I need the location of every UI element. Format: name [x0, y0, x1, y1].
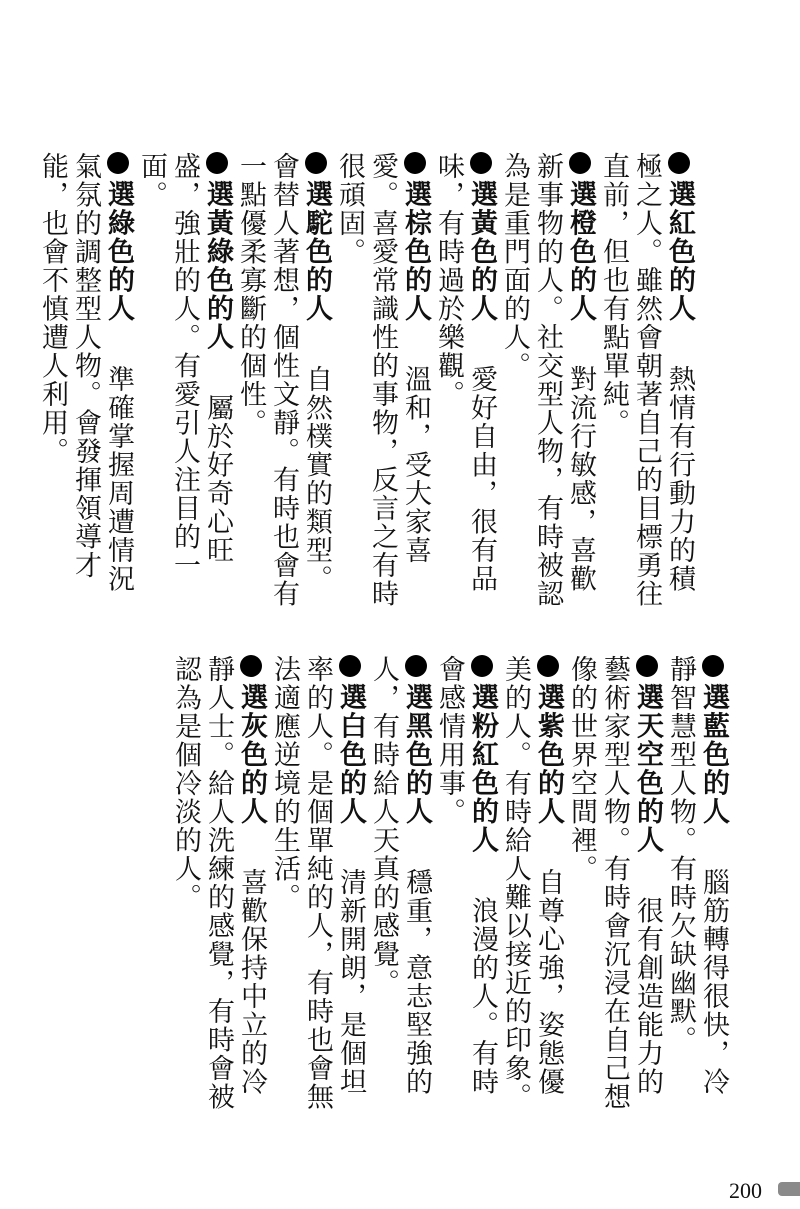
entry-text: 屬於好奇心旺盛，強壯的人。有愛引人注目的一面。: [136, 152, 233, 580]
bullet-icon: [569, 152, 591, 174]
entry-label: 選棕色的人: [400, 180, 431, 323]
entry-text: 準確掌握周遭情況氣氛的調整型人物。會發揮領導才能，也會不慎遭人利用。: [37, 152, 134, 593]
entry-label: 選天空色的人: [632, 683, 663, 854]
bullet-icon: [471, 655, 493, 677]
entry-orange: [498, 152, 597, 612]
entry-brown: [333, 152, 432, 612]
entry-yellow-green: [135, 152, 234, 612]
entry-label: 選紅色的人: [664, 180, 695, 323]
entry-red: [597, 152, 696, 612]
entry-label: 選粉紅色的人: [467, 683, 498, 854]
entry-text: 喜歡保持中立的冷靜人士。給人洗練的感覺，有時會被認為是個冷淡的人。: [170, 655, 267, 1111]
entry-green: [36, 152, 135, 612]
bullet-icon: [636, 655, 658, 677]
entry-label: 選綠色的人: [103, 180, 134, 323]
page-edge-tab: [778, 1182, 800, 1196]
entry-text: 很有創造能力的藝術家型人物。有時會沉浸在自己想像的世界空間裡。: [566, 655, 663, 1111]
entry-yellow: [432, 152, 498, 612]
entry-label: 選黑色的人: [401, 683, 432, 826]
bullet-icon: [470, 152, 492, 174]
entry-camel: [234, 152, 333, 612]
entry-label: 選黃綠色的人: [202, 180, 233, 351]
entry-blue: [664, 655, 730, 1115]
bullet-icon: [537, 655, 559, 677]
bullet-icon: [405, 655, 427, 677]
entry-sky-blue: [565, 655, 664, 1115]
entry-text: 浪漫的人。有時會感情用事。: [434, 655, 498, 1096]
bullet-icon: [107, 152, 129, 174]
bullet-icon: [404, 152, 426, 174]
bullet-icon: [668, 152, 690, 174]
entry-text: 清新開朗，是個坦率的人。是個單純的人，有時也會無法適應逆境的生活。: [269, 655, 366, 1111]
entry-text: 腦筋轉得很快，冷靜智慧型人物。有時欠缺幽默。: [665, 655, 729, 1096]
entry-label: 選灰色的人: [236, 683, 267, 826]
entry-label: 選橙色的人: [565, 180, 596, 323]
entry-label: 選白色的人: [335, 683, 366, 826]
entry-label: 選黃色的人: [466, 180, 497, 323]
entry-label: 選駝色的人: [301, 180, 332, 323]
top-entries-block: [37, 152, 696, 612]
entry-text: 對流行敏感，喜歡新事物的人。社交型人物，有時被認為是重門面的人。: [499, 152, 596, 608]
entry-text: 熱情有行動力的積極之人。雖然會朝著自己的目標勇往直前，但也有點單純。: [598, 152, 695, 608]
entry-text: 自尊心強，姿態優美的人。有時給人難以接近的印象。: [500, 655, 564, 1111]
page-number: 200: [729, 1178, 762, 1203]
entry-label: 選紫色的人: [533, 683, 564, 826]
entry-text: 愛好自由，很有品味，有時過於樂觀。: [433, 152, 497, 593]
entry-pink: [433, 655, 499, 1115]
bullet-icon: [339, 655, 361, 677]
bullet-icon: [702, 655, 724, 677]
entry-text: 溫和，受大家喜愛。喜愛常識性的事物，反言之有時很頑固。: [334, 152, 431, 608]
bullet-icon: [240, 655, 262, 677]
entry-white: [268, 655, 367, 1115]
entry-gray: [169, 655, 268, 1115]
entry-label: 選藍色的人: [698, 683, 729, 826]
bullet-icon: [305, 152, 327, 174]
entry-text: 穩重，意志堅強的人，有時給人天真的感覺。: [368, 655, 432, 1096]
bullet-icon: [206, 152, 228, 174]
entry-black: [367, 655, 433, 1115]
bottom-entries-block: [130, 655, 730, 1115]
entry-purple: [499, 655, 565, 1115]
entry-text: 自然樸實的類型。會替人著想，個性文靜。有時也會有一點優柔寡斷的個性。: [235, 152, 332, 608]
